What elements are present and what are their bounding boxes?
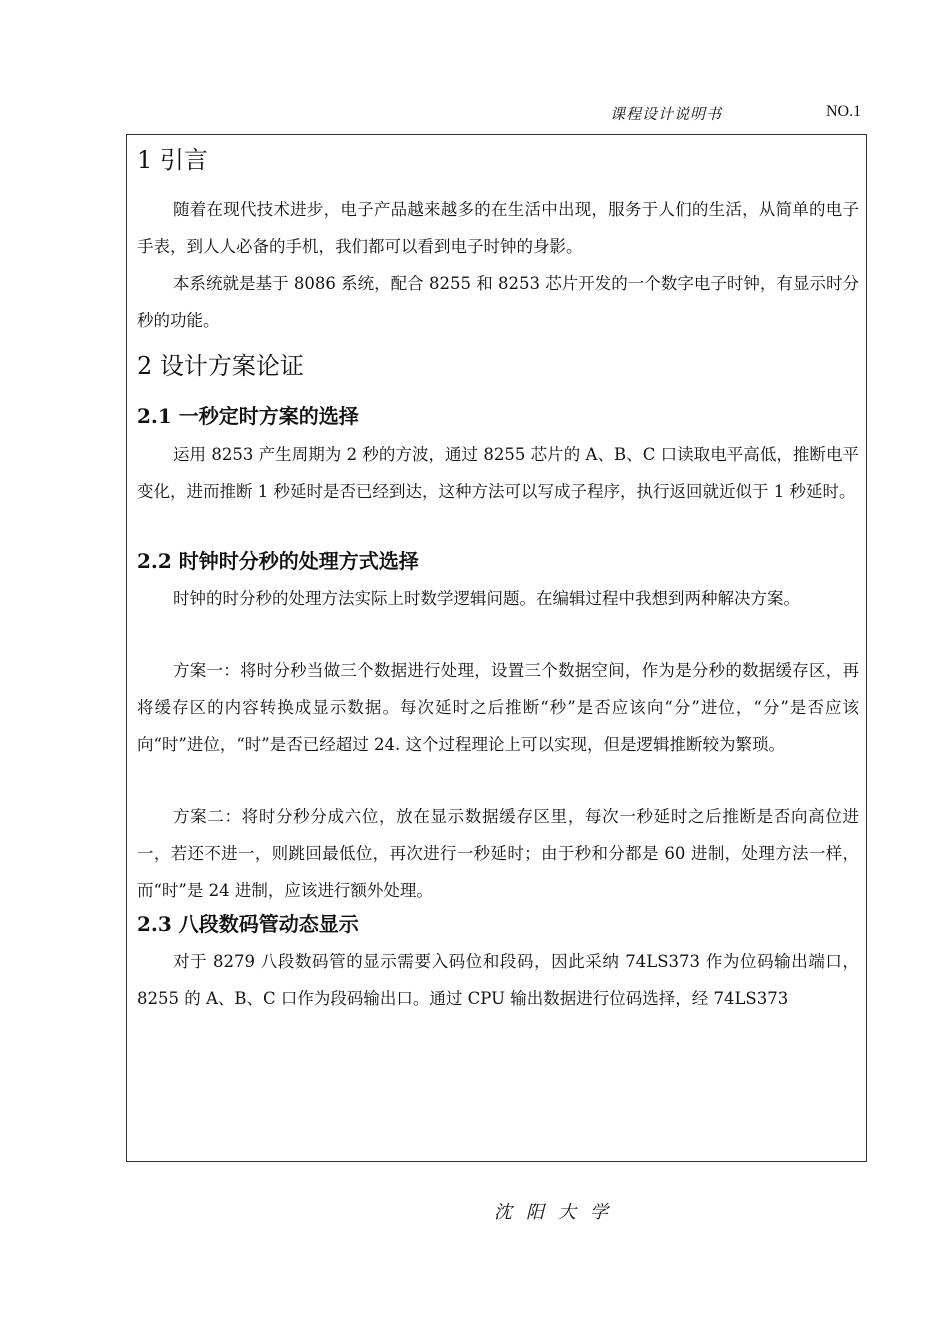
section-2-2-paragraph-3: 方案二：将时分秒分成六位，放在显示数据缓存区里，每次一秒延时之后推断是否向高位进一，若还不进一，则跳回最低位，再次进行一秒延时；由于秒和分都是 60 进制，处理方法一样，而“时”是 24 进制，应该进行额外处理。	[137, 807, 859, 900]
section-2-2-paragraph-1: 时钟的时分秒的处理方法实际上时数学逻辑问题。在编辑过程中我想到两种解决方案。	[173, 589, 800, 608]
section-2-3-heading: 2.3 八段数码管动态显示	[137, 912, 359, 936]
section-1-heading: 1 引言	[137, 146, 208, 174]
section-1-paragraph-2: 本系统就是基于 8086 系统，配合 8255 和 8253 芯片开发的一个数字电子时钟，有显示时分秒的功能。	[137, 274, 859, 330]
section-2-heading: 2 设计方案论证	[137, 352, 304, 380]
institution-footer: 沈阳大学	[494, 1202, 622, 1223]
section-2-2-heading: 2.2 时钟时分秒的处理方式选择	[137, 549, 419, 573]
section-2-1-heading: 2.1 一秒定时方案的选择	[137, 404, 359, 428]
page-number: NO.1	[826, 103, 862, 120]
section-2-3-paragraph-1: 对于 8279 八段数码管的显示需要入码位和段码，因此采纳 74LS373 作为位码输出端口，8255 的 A、B、C 口作为段码输出口。通过 CPU 输出数据进行位码选择，经 74LS373	[137, 952, 859, 1008]
section-2-2-paragraph-2: 方案一：将时分秒当做三个数据进行处理，设置三个数据空间，作为是分秒的数据缓存区，再将缓存区的内容转换成显示数据。每次延时之后推断“秒”是否应该向“分”进位，“分”是否应该向“时”进位，“时”是否已经超过 24. 这个过程理论上可以实现，但是逻辑推断较为繁琐。	[137, 661, 859, 754]
content-frame	[126, 134, 867, 1162]
document-type-header: 课程设计说明书	[610, 105, 723, 123]
section-1-paragraph-1: 随着在现代技术进步，电子产品越来越多的在生活中出现，服务于人们的生活，从简单的电子手表，到人人必备的手机，我们都可以看到电子时钟的身影。	[137, 200, 859, 256]
section-2-1-paragraph-1: 运用 8253 产生周期为 2 秒的方波，通过 8255 芯片的 A、B、C 口读取电平高低，推断电平变化，进而推断 1 秒延时是否已经到达，这种方法可以写成子程序，执行返回就近似于 1 秒延时。	[137, 445, 859, 501]
